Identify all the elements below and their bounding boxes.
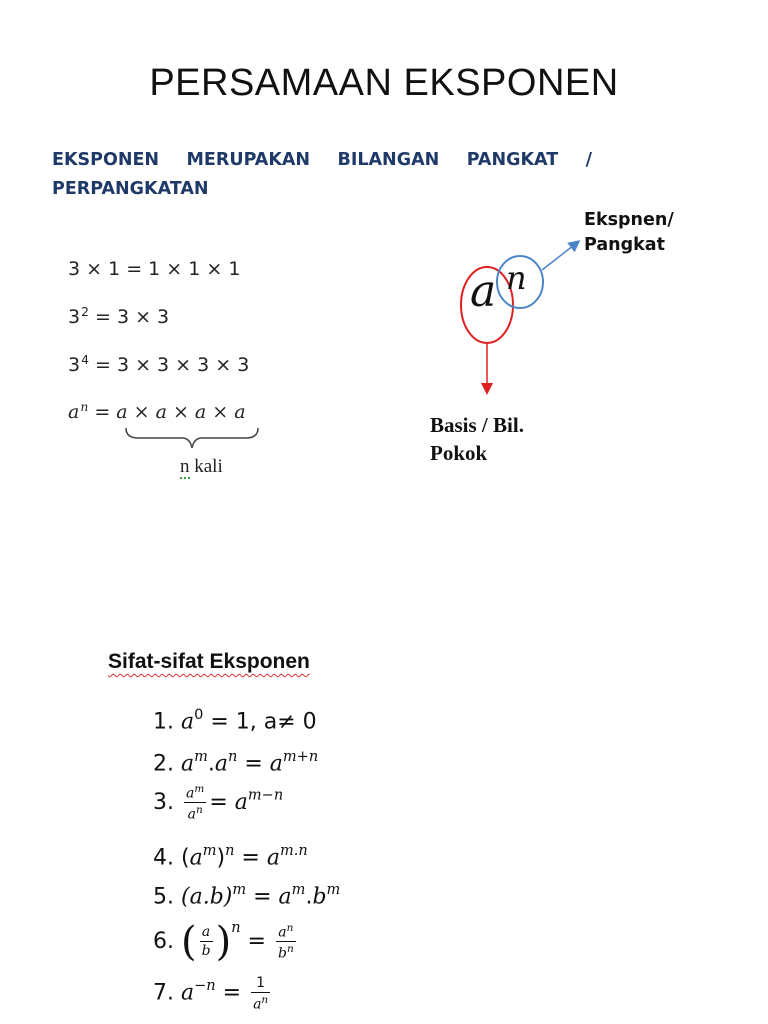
- property-3-base: a: [234, 789, 248, 815]
- property-5-b: b: [312, 884, 327, 910]
- example-row-2-rest: = 3 × 3: [88, 305, 170, 328]
- property-7-exp: −n: [194, 978, 216, 995]
- example-row-3-rest: = 3 × 3 × 3 × 3: [88, 353, 250, 376]
- property-4-e3: m.n: [279, 843, 308, 859]
- property-1: [153, 707, 317, 734]
- exponent-arrow: [542, 242, 578, 270]
- property-5: [153, 882, 340, 909]
- example-row-3-base: 3: [68, 353, 81, 376]
- property-3-num-exp: m: [194, 783, 205, 795]
- property-3-eq: =: [209, 789, 235, 815]
- property-1-exp: 0: [194, 707, 204, 723]
- example-row-2-base: 3: [68, 305, 81, 328]
- property-2-e3: m+n: [282, 749, 319, 765]
- basis-label: [430, 411, 524, 467]
- property-5-lhs: (a.b): [181, 884, 233, 910]
- property-5-dot: .: [305, 884, 313, 910]
- property-5-number: 5.: [153, 884, 174, 910]
- property-1-rest: = 1, a≠ 0: [203, 709, 317, 735]
- basis-label-line-2: Pokok: [430, 441, 488, 465]
- property-4-eq: =: [234, 845, 267, 871]
- property-5-e2: m: [291, 882, 306, 898]
- property-4: [153, 843, 308, 870]
- property-2-a2: a: [214, 751, 229, 777]
- property-7-num: 1: [251, 976, 270, 993]
- property-5-a: a: [278, 884, 292, 910]
- property-6-rhs-den-base: b: [277, 945, 287, 962]
- example-row-3-exp: 4: [81, 353, 89, 367]
- property-3-fraction: [184, 784, 206, 822]
- diagram-base-letter: a: [470, 266, 497, 317]
- property-6-eq: =: [240, 928, 273, 954]
- page-title: PERSAMAAN EKSPONEN: [149, 62, 619, 104]
- property-2-eq: =: [237, 751, 270, 777]
- property-5-eq: =: [246, 884, 279, 910]
- property-2-dot: .: [207, 751, 215, 777]
- example-row-4-rest: a × a × a × a: [116, 400, 246, 423]
- property-7-den-base: a: [253, 996, 262, 1013]
- property-3-den-base: a: [187, 806, 196, 823]
- example-row-3: [68, 353, 249, 376]
- property-7-den-exp: n: [261, 994, 269, 1006]
- property-7-eq: =: [215, 980, 249, 1006]
- diagram-exp-letter: n: [506, 259, 527, 297]
- property-6-rhs-num-exp: n: [286, 922, 294, 935]
- example-row-4-eq: =: [88, 400, 117, 423]
- property-6-rhs-den-exp: n: [286, 943, 294, 956]
- property-4-base: a: [189, 845, 203, 871]
- property-2-number: 2.: [153, 751, 174, 777]
- n-kali-label: [180, 456, 223, 478]
- example-row-4-exp: n: [80, 400, 89, 414]
- property-4-lparen: (: [181, 845, 190, 871]
- example-row-4-base: a: [68, 400, 80, 423]
- underbrace: [120, 426, 265, 456]
- property-7-base: a: [181, 980, 195, 1006]
- property-3-exp: m−n: [247, 787, 284, 804]
- property-6-inner-num: a: [200, 925, 213, 942]
- property-6-rhs-num-base: a: [278, 924, 287, 941]
- property-6-inner-fraction: [200, 925, 213, 958]
- property-4-a2: a: [266, 845, 280, 871]
- example-row-2: [68, 305, 169, 328]
- exponent-label-line-1: Ekspnen/: [584, 210, 674, 230]
- property-3-den-exp: n: [195, 804, 203, 817]
- property-2: [153, 749, 318, 776]
- property-7-number: 7.: [153, 980, 174, 1006]
- property-6: 6. ( $\frac{a}{b}$ )$^n$ = $\frac{a^n}{b^n}$: [153, 918, 294, 965]
- property-6-inner-den: b: [201, 943, 211, 960]
- property-4-e1: m: [202, 843, 217, 859]
- property-4-number: 4.: [153, 845, 174, 871]
- exponent-label: [584, 208, 674, 258]
- property-5-e3: m: [326, 882, 341, 898]
- property-7: [153, 976, 273, 1011]
- n-kali-n: n: [180, 456, 190, 477]
- exponent-diagram: [440, 220, 600, 400]
- example-row-1: 3 × 1 = 1 × 1 × 1: [68, 258, 241, 280]
- exponent-label-line-2: Pangkat: [584, 235, 665, 255]
- subtitle: EKSPONEN MERUPAKAN BILANGAN PANGKAT / PERPANGKATAN: [52, 150, 592, 199]
- property-4-rparen: ): [216, 845, 226, 871]
- basis-label-line-1: Basis / Bil.: [430, 413, 524, 437]
- n-kali-text: kali: [189, 456, 223, 477]
- example-row-2-exp: 2: [81, 305, 89, 319]
- property-2-e1: m: [194, 749, 208, 765]
- property-3: [153, 784, 283, 822]
- property-1-number: 1.: [153, 709, 174, 735]
- property-1-base: a: [181, 709, 195, 735]
- property-2-e2: n: [228, 749, 238, 765]
- property-4-e2: n: [225, 843, 235, 859]
- property-3-num-base: a: [186, 785, 195, 802]
- property-7-fraction: [251, 976, 270, 1011]
- property-3-number: 3.: [153, 789, 174, 815]
- property-6-number: 6.: [153, 928, 174, 954]
- properties-title: Sifat-sifat Eksponen: [108, 650, 310, 673]
- property-6-rhs-fraction: [276, 923, 296, 961]
- property-2-a1: a: [181, 751, 195, 777]
- example-row-4: [68, 400, 246, 423]
- property-6-exp: n: [231, 920, 241, 936]
- property-2-a3: a: [269, 751, 283, 777]
- property-5-exp: m: [232, 882, 247, 898]
